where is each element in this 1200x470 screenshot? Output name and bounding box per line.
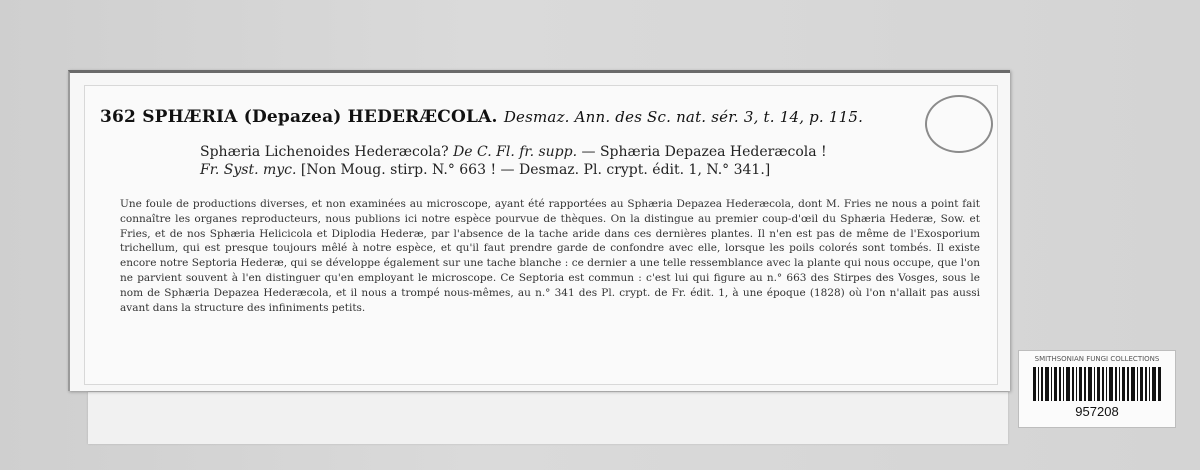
title-main: 362 SPHÆRIA (Depazea) HEDERÆCOLA. <box>100 107 498 127</box>
lower-paper-strip <box>88 392 1008 444</box>
synonym-e: [Non Moug. stirp. N.° 663 ! — Desmaz. Pl. crypt. édit. 1, N.° 341.] <box>300 162 771 178</box>
synonym-d: Fr. Syst. myc. <box>200 162 297 178</box>
synonyms-line-1 <box>200 143 980 161</box>
barcode-number: 957208 <box>1075 404 1119 419</box>
label-description: Une foule de productions diverses, et non examinées au microscope, ayant été rapportées au Sphæria Depazea Hederæcola, dont M. Fries ne nous a point fait connaître les organes reproducteurs, nous publions ici notre espèce pourvue de thèques. On la distingue au premier coup-d'œil du Sphæria Hederæ, Sow. et Fries, et de nos Sphæria Helicicola et Diplodia Hederæ, par l'absence de la tache aride dans ces dernières plantes. Il n'en est pas de même de l'Exosporium trichellum, qui est presque toujours mêlé à notre espèce, et qu'il faut prendre garde de confondre avec elle, lorsque les poils colorés sont tombés. Il existe encore notre Septoria Hederæ, qui se développe également sur une tache blanche : ce dernier a une telle ressemblance avec la plante qui nous occupe, que l'on ne parvient souvent à l'en distinguer qu'en employant le microscope. Ce Septoria est commun : c'est lui qui figure au n.° 663 des Stirpes des Vosges, sous le nom de Sphæria Depazea Hederæcola, et il nous a trompé nous-mêmes, au n.° 341 des Pl. crypt. de Fr. édit. 1, à une époque (1828) où l'on n'allait pas aussi avant dans la structure des infiniments petits. <box>120 198 980 314</box>
synonyms <box>200 143 980 179</box>
specimen-label <box>68 70 1010 391</box>
synonym-a: Sphæria Lichenoides Hederæcola? <box>200 144 449 160</box>
ink-stamp <box>925 95 993 153</box>
label-title <box>100 107 980 127</box>
title-reference: Desmaz. Ann. des Sc. nat. sér. 3, t. 14, p. 115. <box>503 108 864 126</box>
barcode-icon <box>1033 367 1161 401</box>
synonyms-line-2 <box>200 161 980 179</box>
barcode-header: SMITHSONIAN FUNGI COLLECTIONS <box>1034 355 1160 363</box>
barcode-label <box>1018 350 1176 428</box>
synonym-b: De C. Fl. fr. supp. <box>453 144 578 160</box>
synonym-c: — Sphæria Depazea Hederæcola ! <box>581 144 827 160</box>
